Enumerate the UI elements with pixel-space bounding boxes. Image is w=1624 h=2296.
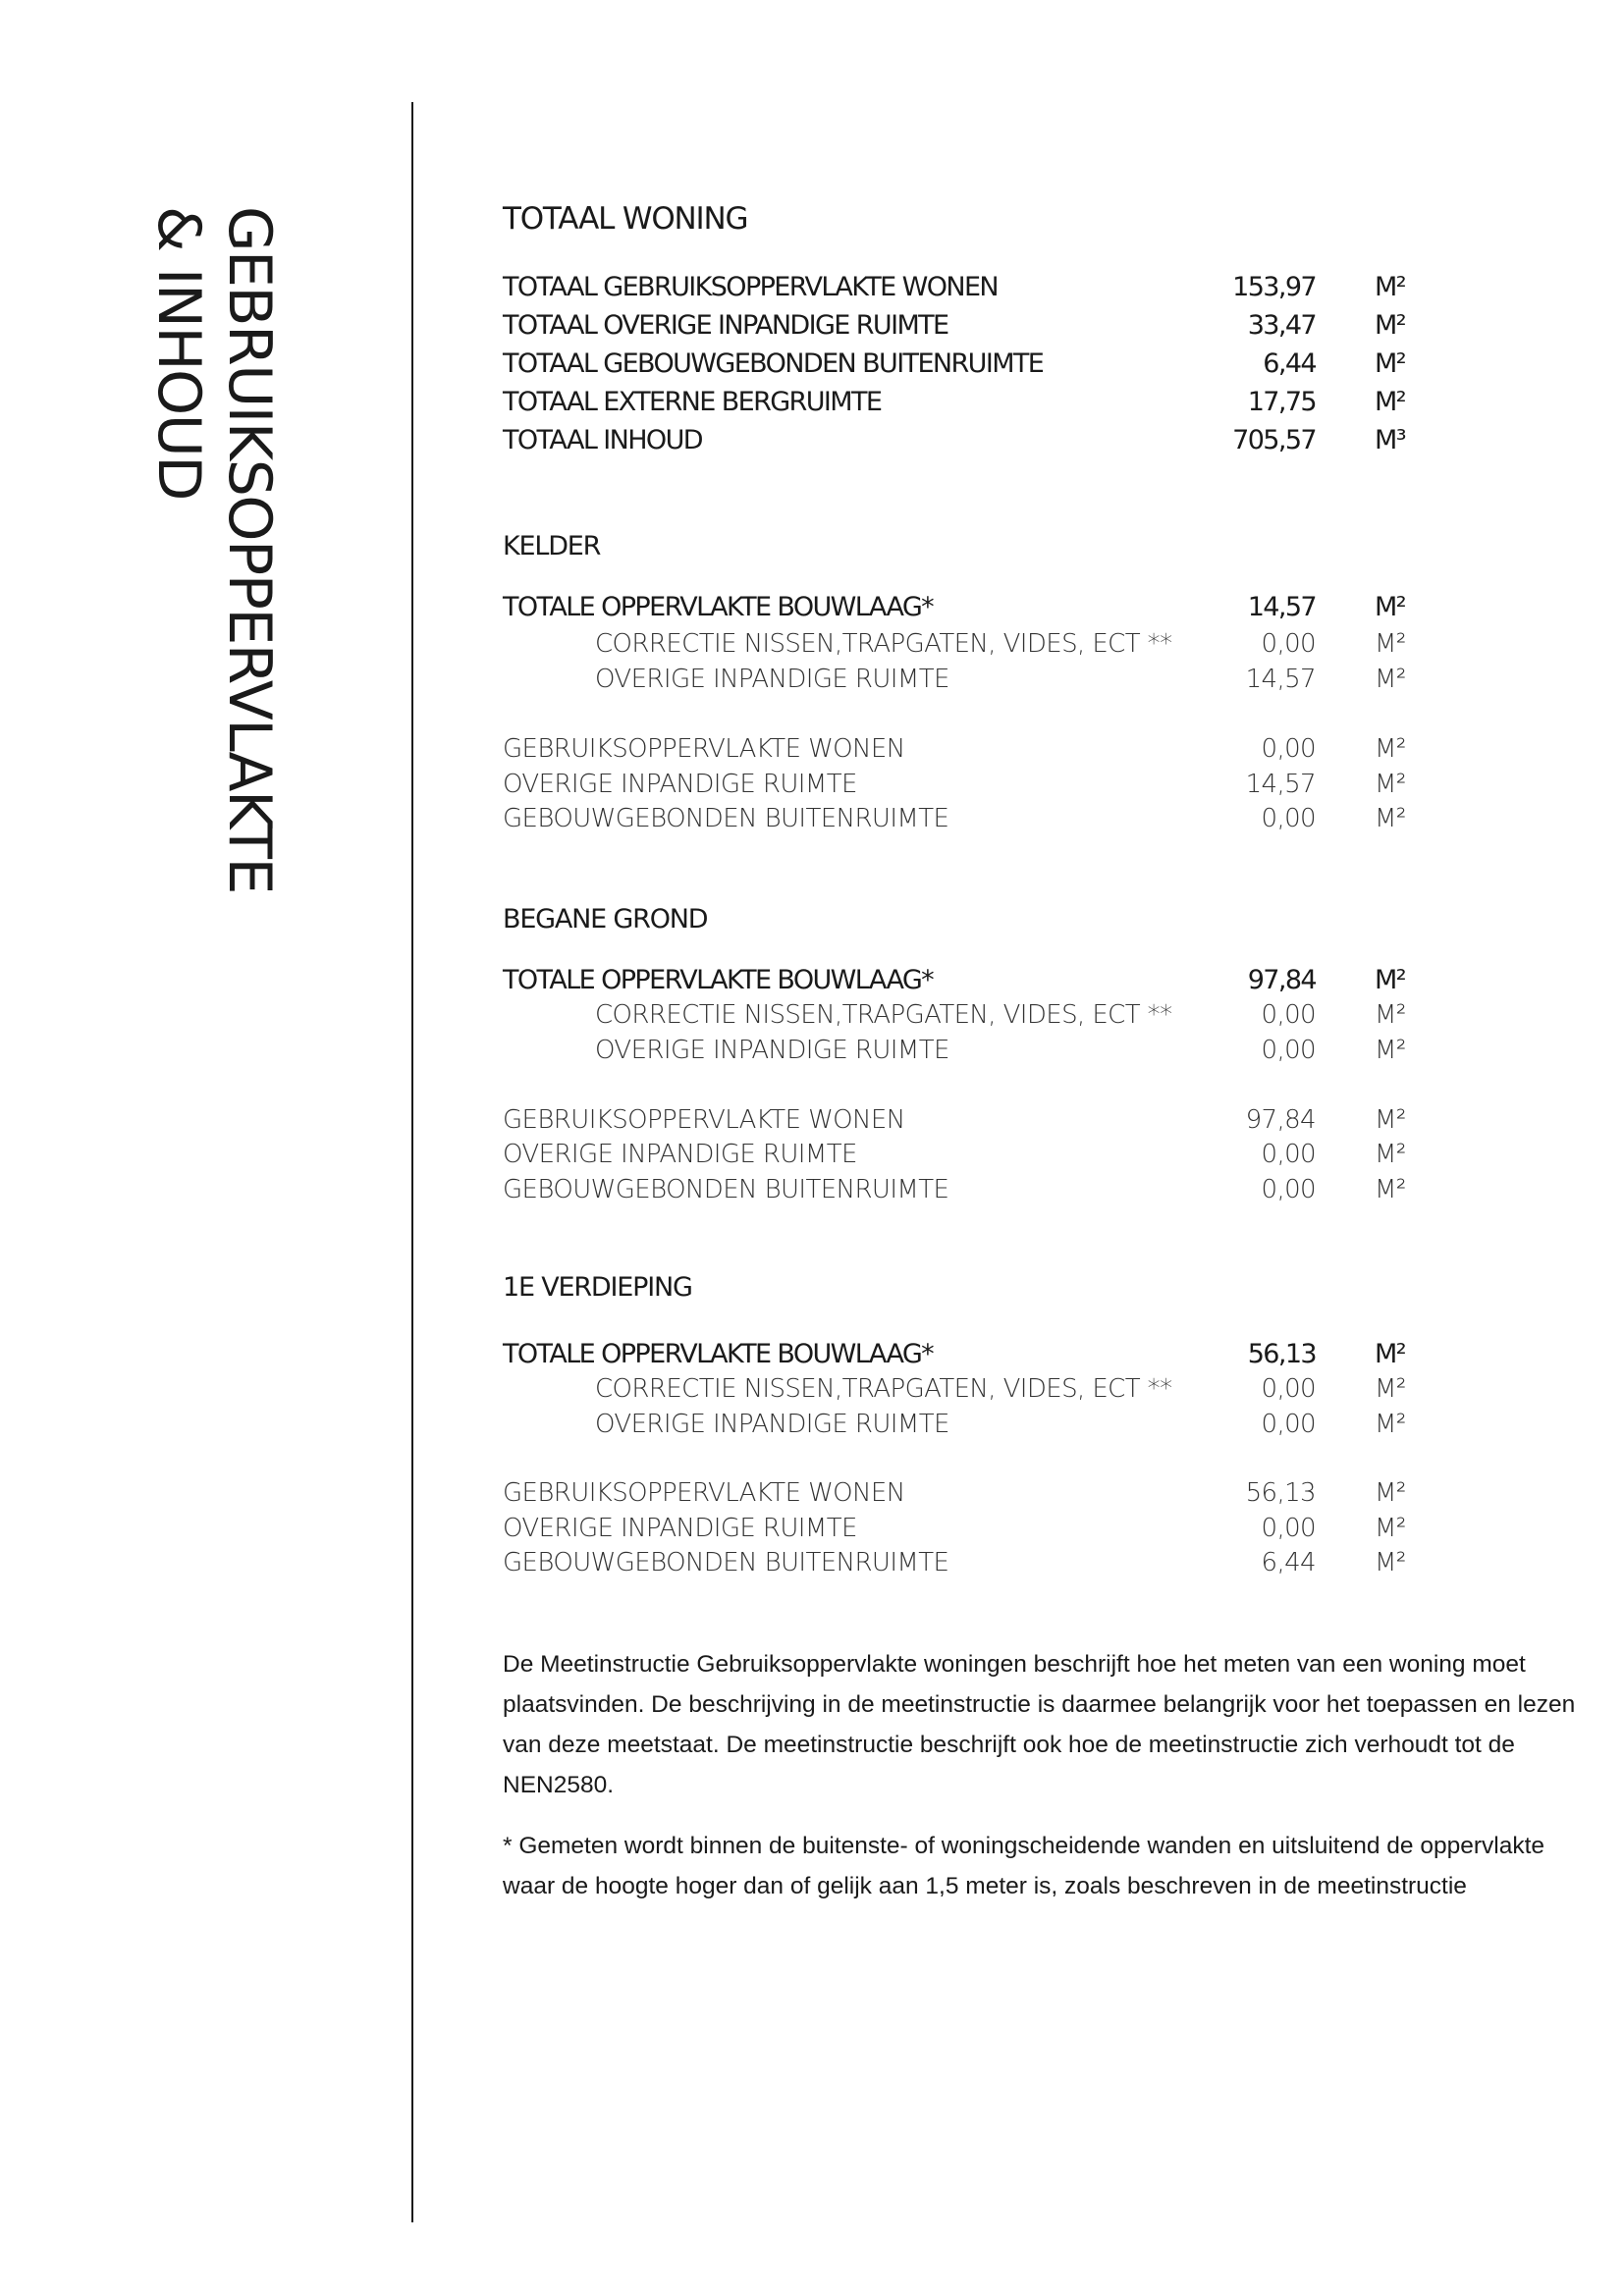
kelder-buiten-row: GEBOUWGEBONDEN BUITENRUIMTE 0,00 M² — [503, 804, 1406, 833]
kelder-gebruik-row: GEBRUIKSOPPERVLAKTE WONEN 0,00 M² — [503, 734, 1406, 764]
begane-grond-overige-row: OVERIGE INPANDIGE RUIMTE 0,00 M² — [503, 1140, 1406, 1169]
vertical-divider — [411, 102, 413, 2222]
kelder-correctie-row: CORRECTIE NISSEN,TRAPGATEN, VIDES, ECT ** 0,00 M² — [595, 629, 1406, 659]
begane-grond-totaal-row: TOTALE OPPERVLAKTE BOUWLAAG* 97,84 M² — [503, 965, 1405, 995]
verdieping-buiten-row: GEBOUWGEBONDEN BUITENRUIMTE 6,44 M² — [503, 1548, 1406, 1577]
kelder-heading: KELDER — [503, 531, 601, 561]
verdieping-totaal-row: TOTALE OPPERVLAKTE BOUWLAAG* 56,13 M² — [503, 1339, 1405, 1369]
side-title-line-2: & INHOUD — [144, 206, 213, 500]
verdieping-overige-row: OVERIGE INPANDIGE RUIMTE 0,00 M² — [503, 1514, 1406, 1543]
totaal-row: TOTAAL OVERIGE INPANDIGE RUIMTE 33,47 M² — [503, 310, 1405, 341]
verdieping-overige-sub-row: OVERIGE INPANDIGE RUIMTE 0,00 M² — [595, 1410, 1406, 1439]
begane-grond-overige-sub-row: OVERIGE INPANDIGE RUIMTE 0,00 M² — [595, 1036, 1406, 1065]
verdieping-gebruik-row: GEBRUIKSOPPERVLAKTE WONEN 56,13 M² — [503, 1478, 1406, 1508]
begane-grond-buiten-row: GEBOUWGEBONDEN BUITENRUIMTE 0,00 M² — [503, 1175, 1406, 1204]
totaal-row: TOTAAL GEBRUIKSOPPERVLAKTE WONEN 153,97 M² — [503, 272, 1405, 302]
begane-grond-correctie-row: CORRECTIE NISSEN,TRAPGATEN, VIDES, ECT ** 0,00 M² — [595, 1000, 1406, 1030]
meetinstructie-paragraph: De Meetinstructie Gebruiksoppervlakte woningen beschrijft hoe het meten van een woning moet plaatsvinden. De beschrijving in de meetinstructie is daarmee belangrijk voor het toepassen en lezen van deze meetstaat. De meetinstructie beschrijft ook hoe de meetinstructie zich verhoudt tot de NEN2580. — [503, 1651, 1576, 1798]
totaal-row: TOTAAL EXTERNE BERGRUIMTE 17,75 M² — [503, 387, 1405, 417]
kelder-overige-sub-row: OVERIGE INPANDIGE RUIMTE 14,57 M² — [595, 665, 1406, 694]
verdieping-correctie-row: CORRECTIE NISSEN,TRAPGATEN, VIDES, ECT ** 0,00 M² — [595, 1374, 1406, 1404]
kelder-overige-row: OVERIGE INPANDIGE RUIMTE 14,57 M² — [503, 770, 1406, 799]
totaal-row: TOTAAL GEBOUWGEBONDEN BUITENRUIMTE 6,44 M² — [503, 348, 1405, 379]
begane-grond-heading: BEGANE GROND — [503, 904, 708, 934]
side-title — [143, 206, 285, 893]
begane-grond-gebruik-row: GEBRUIKSOPPERVLAKTE WONEN 97,84 M² — [503, 1105, 1406, 1135]
verdieping-heading: 1E VERDIEPING — [503, 1272, 692, 1303]
side-title-line-1: GEBRUIKSOPPERVLAKTE — [215, 206, 284, 893]
totaal-heading: TOTAAL WONING — [503, 201, 748, 237]
totaal-row: TOTAAL INHOUD 705,57 M³ — [503, 425, 1405, 455]
footnote-paragraph: * Gemeten wordt binnen de buitenste- of woningscheidende wanden en uitsluitend de oppervlakte waar de hoogte hoger dan of gelijk aan 1,5 meter is, zoals beschreven in de meetinstructie — [503, 1833, 1545, 1899]
kelder-totaal-row: TOTALE OPPERVLAKTE BOUWLAAG* 14,57 M² — [503, 592, 1405, 622]
